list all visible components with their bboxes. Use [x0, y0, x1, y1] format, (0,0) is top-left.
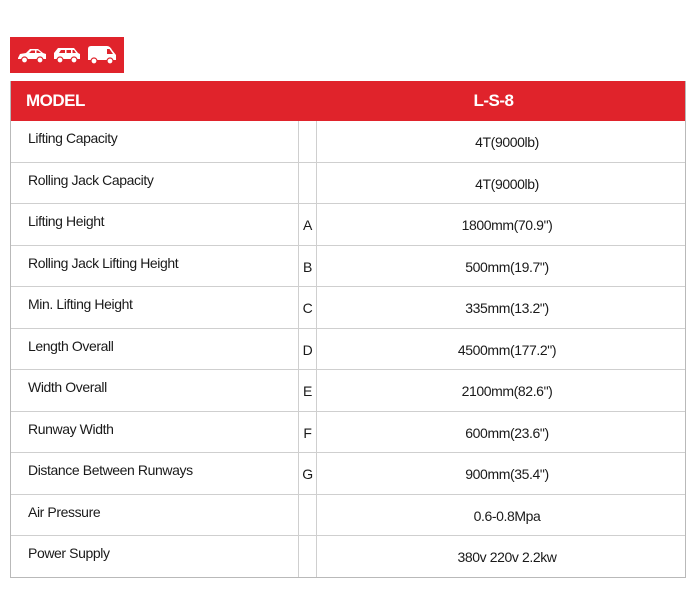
spec-value: 380v 220v 2.2kw — [457, 549, 557, 566]
spec-label: Width Overall — [28, 379, 107, 396]
spec-label: Lifting Capacity — [28, 130, 118, 147]
table-row — [11, 369, 685, 411]
spec-value: 4500mm(177.2") — [457, 341, 557, 358]
spec-label: Lifting Height — [28, 213, 105, 230]
dimension-code — [298, 163, 317, 204]
spec-value: 2100mm(82.6") — [461, 383, 553, 400]
table-row — [11, 535, 685, 577]
dimension-code: A — [298, 204, 317, 245]
spec-value: 4T(9000lb) — [475, 134, 539, 151]
spec-value: 0.6-0.8Mpa — [473, 507, 541, 524]
dimension-code: B — [298, 246, 317, 287]
dimension-code: D — [298, 329, 317, 370]
dimension-code: E — [298, 370, 317, 411]
spec-label: Distance Between Runways — [28, 462, 193, 479]
spec-value: 335mm(13.2") — [465, 300, 549, 317]
model-name: L-S-8 — [473, 91, 514, 110]
spec-value: 4T(9000lb) — [475, 175, 539, 192]
table-row — [11, 494, 685, 536]
model-header-label: MODEL — [26, 91, 85, 110]
table-row — [11, 452, 685, 494]
spec-value: 500mm(19.7") — [465, 258, 549, 275]
table-row — [11, 286, 685, 328]
spec-label: Rolling Jack Capacity — [28, 171, 154, 188]
spec-label: Runway Width — [28, 420, 114, 437]
spec-value: 1800mm(70.9") — [461, 217, 553, 234]
spec-label: Air Pressure — [28, 503, 101, 520]
spec-value: 900mm(35.4") — [465, 466, 549, 483]
table-row — [11, 162, 685, 204]
dimension-code — [298, 536, 317, 577]
dimension-code: F — [298, 412, 317, 453]
spec-table — [10, 81, 686, 578]
spec-label: Rolling Jack Lifting Height — [28, 254, 179, 271]
dimension-code — [298, 121, 317, 162]
spec-table-header — [11, 81, 685, 121]
spec-label: Power Supply — [28, 545, 110, 562]
dimension-code: G — [298, 453, 317, 494]
van-icon — [86, 44, 118, 66]
dimension-code: C — [298, 287, 317, 328]
dimension-code — [298, 495, 317, 536]
table-row — [11, 245, 685, 287]
suv-icon — [52, 45, 82, 65]
table-row — [11, 328, 685, 370]
vehicle-type-badge — [10, 37, 124, 73]
sedan-icon — [16, 45, 48, 65]
spec-label: Min. Lifting Height — [28, 296, 133, 313]
spec-label: Length Overall — [28, 337, 114, 354]
table-row — [11, 121, 685, 162]
spec-value: 600mm(23.6") — [465, 424, 549, 441]
table-row — [11, 203, 685, 245]
table-row — [11, 411, 685, 453]
